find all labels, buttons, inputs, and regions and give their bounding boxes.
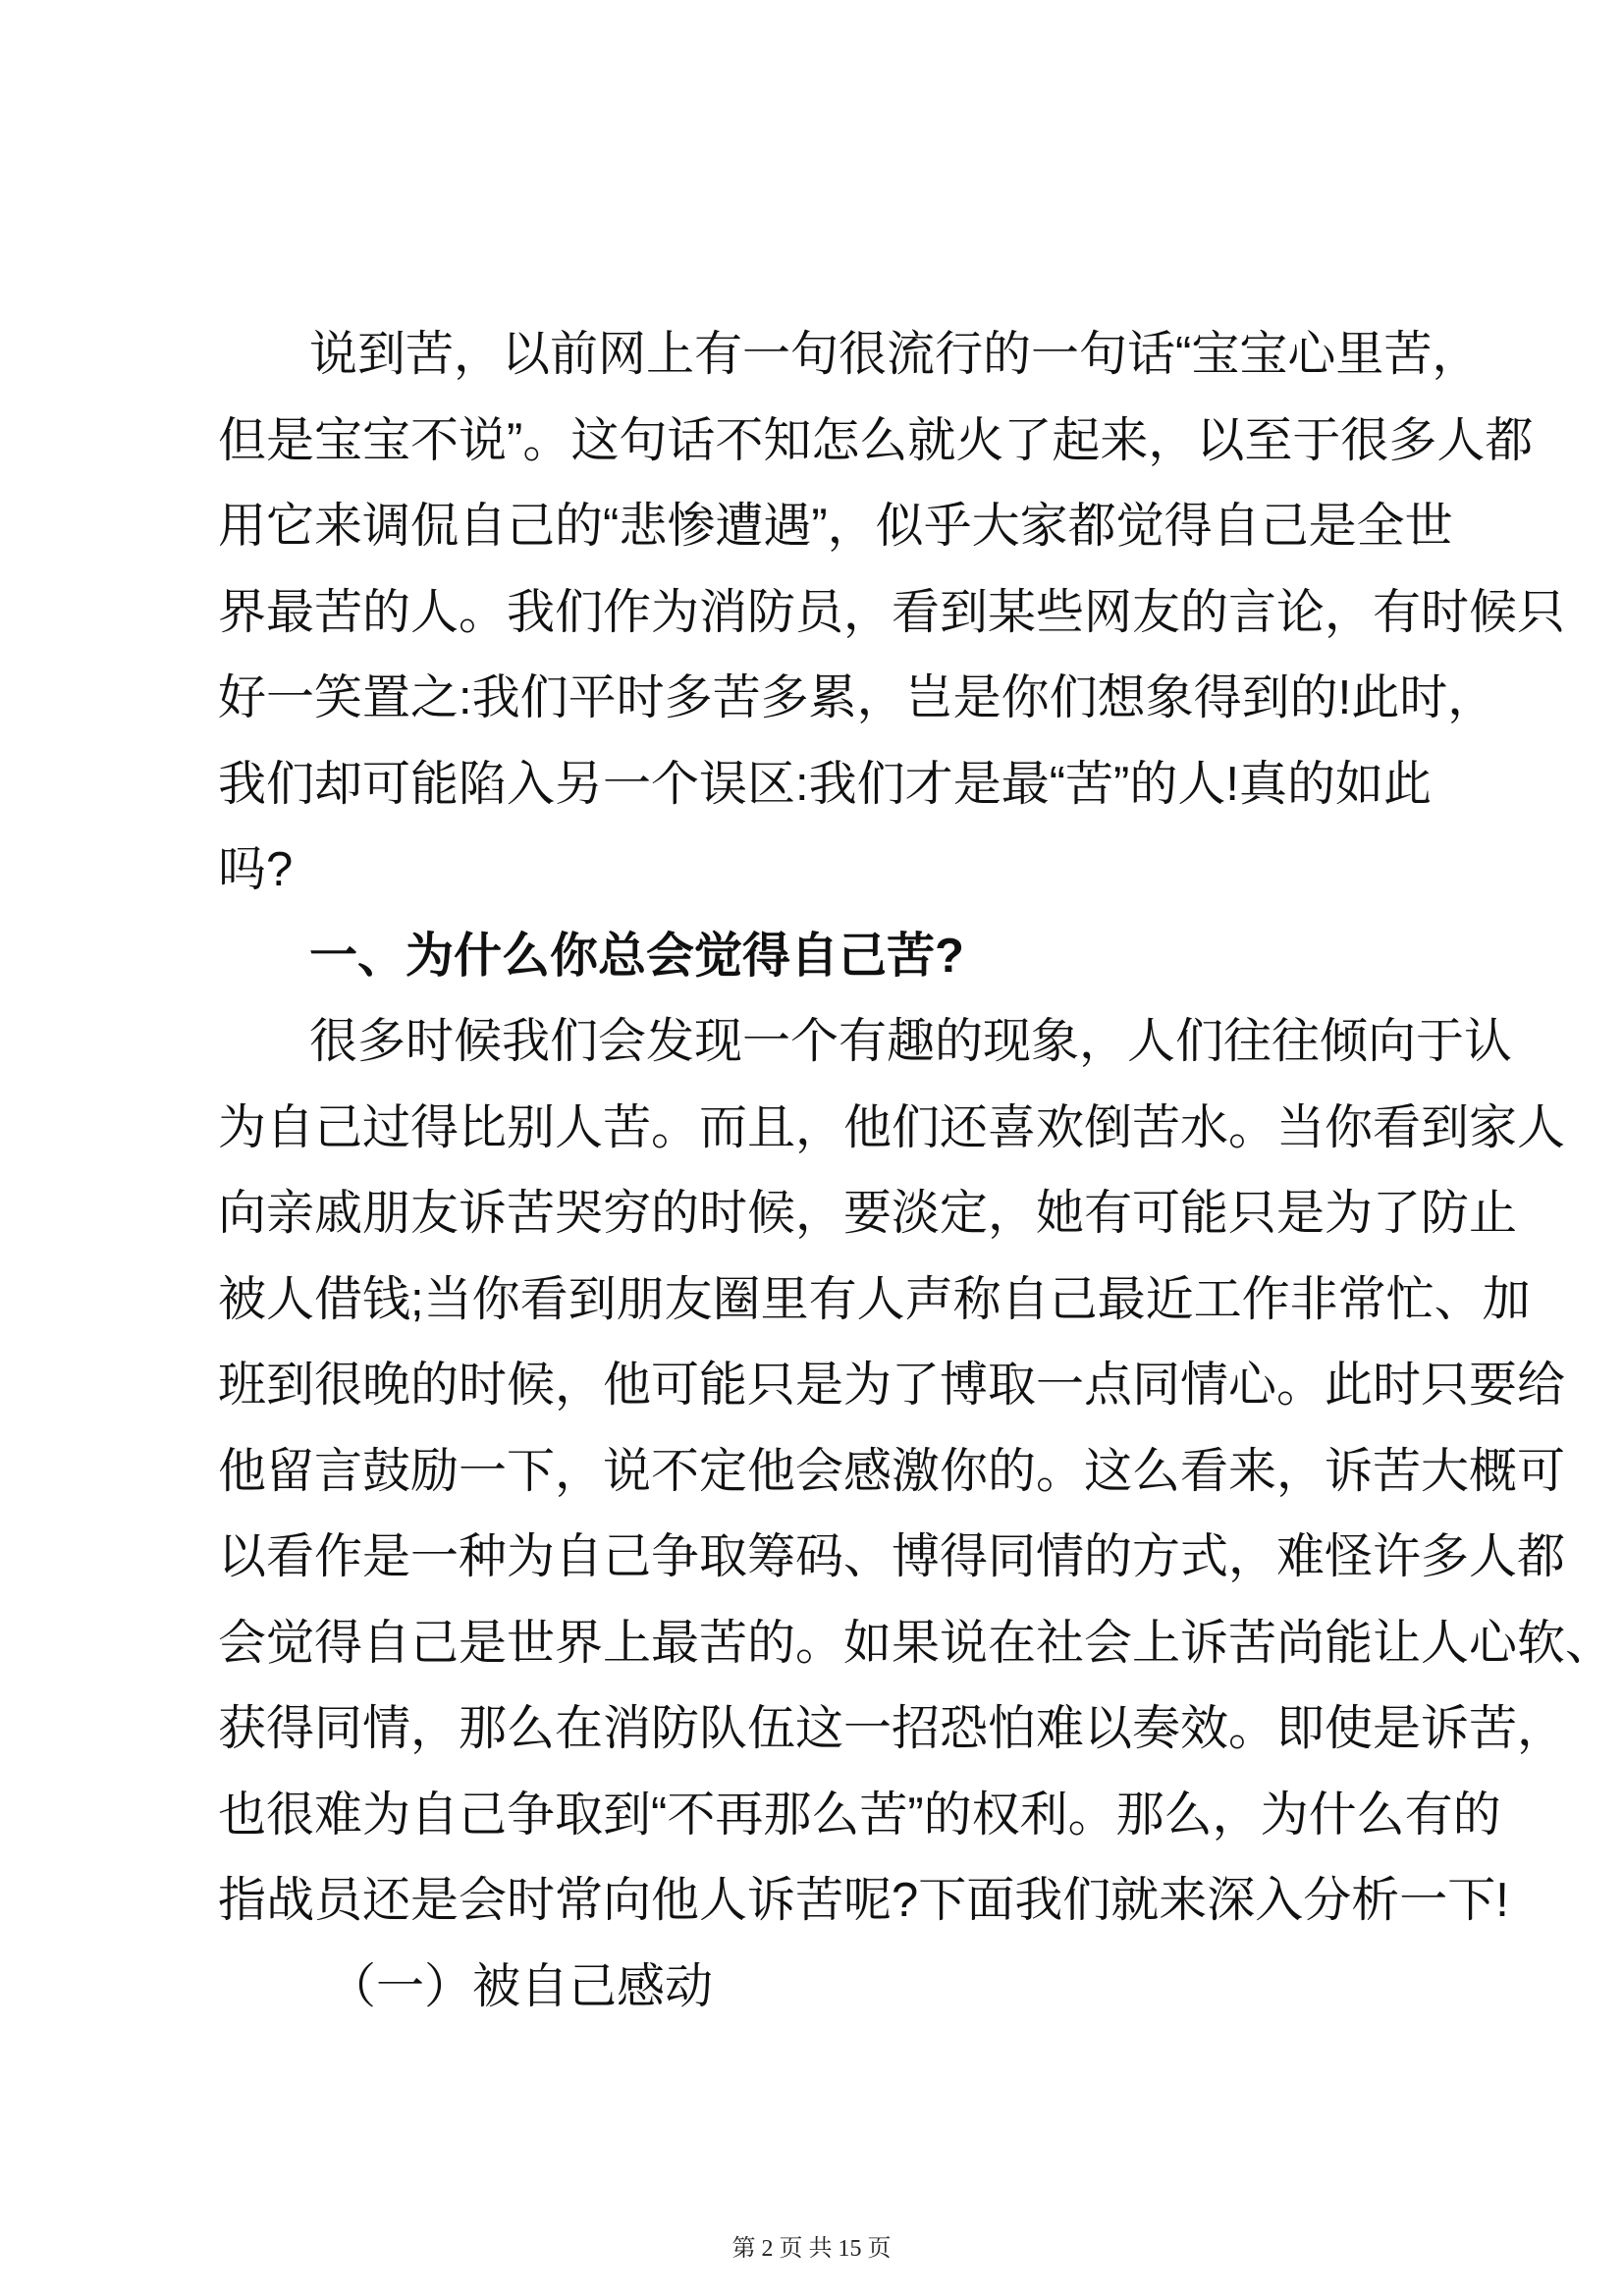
text-line: 界最苦的人。我们作为消防员，看到某些网友的言论，有时候只 <box>218 585 1566 639</box>
text-line: 他留言鼓励一下，说不定他会感激你的。这么看来，诉苦大概可 <box>218 1444 1566 1498</box>
text-line: 指战员还是会时常向他人诉苦呢?下面我们就来深入分析一下! <box>218 1874 1509 1927</box>
text-line: 说到苦，以前网上有一句很流行的一句话“宝宝心里苦， <box>309 328 1481 381</box>
text-line: 获得同情，那么在消防队伍这一招恐怕难以奏效。即使是诉苦， <box>218 1702 1566 1755</box>
text-line: 好一笑置之:我们平时多苦多累，岂是你们想象得到的!此时， <box>218 671 1496 724</box>
subsection-heading: （一）被自己感动 <box>328 1959 714 2013</box>
document-body <box>218 312 1614 2030</box>
text-line: 以看作是一种为自己争取筹码、博得同情的方式，难怪许多人都 <box>218 1530 1566 1583</box>
text-line: 吗? <box>218 843 294 896</box>
page-footer: 第 2 页 共 15 页 <box>731 2236 892 2262</box>
text-line: 用它来调侃自己的“悲惨遭遇”，似乎大家都觉得自己是全世 <box>218 500 1453 553</box>
text-line: 也很难为自己争取到“不再那么苦”的权利。那么，为什么有的 <box>218 1788 1501 1842</box>
text-line: 班到很晚的时候，他可能只是为了博取一点同情心。此时只要给 <box>218 1359 1566 1412</box>
text-line: 我们却可能陷入另一个误区:我们才是最“苦”的人!真的如此 <box>218 757 1432 811</box>
text-line: 为自己过得比别人苦。而且，他们还喜欢倒苦水。当你看到家人 <box>218 1100 1566 1154</box>
text-line: 很多时候我们会发现一个有趣的现象，人们往往倾向于认 <box>309 1015 1513 1068</box>
text-line: 但是宝宝不说”。这句话不知怎么就火了起来，以至于很多人都 <box>218 413 1534 467</box>
paragraph-1 <box>218 312 1566 914</box>
paragraph-2 <box>218 999 1614 1945</box>
text-line: 被人借钱;当你看到朋友圈里有人声称自己最近工作非常忙、加 <box>218 1272 1531 1326</box>
text-line: 向亲戚朋友诉苦哭穷的时候，要淡定，她有可能只是为了防止 <box>218 1187 1518 1240</box>
text-line: 会觉得自己是世界上最苦的。如果说在社会上诉苦尚能让人心软、 <box>218 1616 1614 1670</box>
section-heading: 一、为什么你总会觉得自己苦? <box>309 929 964 983</box>
